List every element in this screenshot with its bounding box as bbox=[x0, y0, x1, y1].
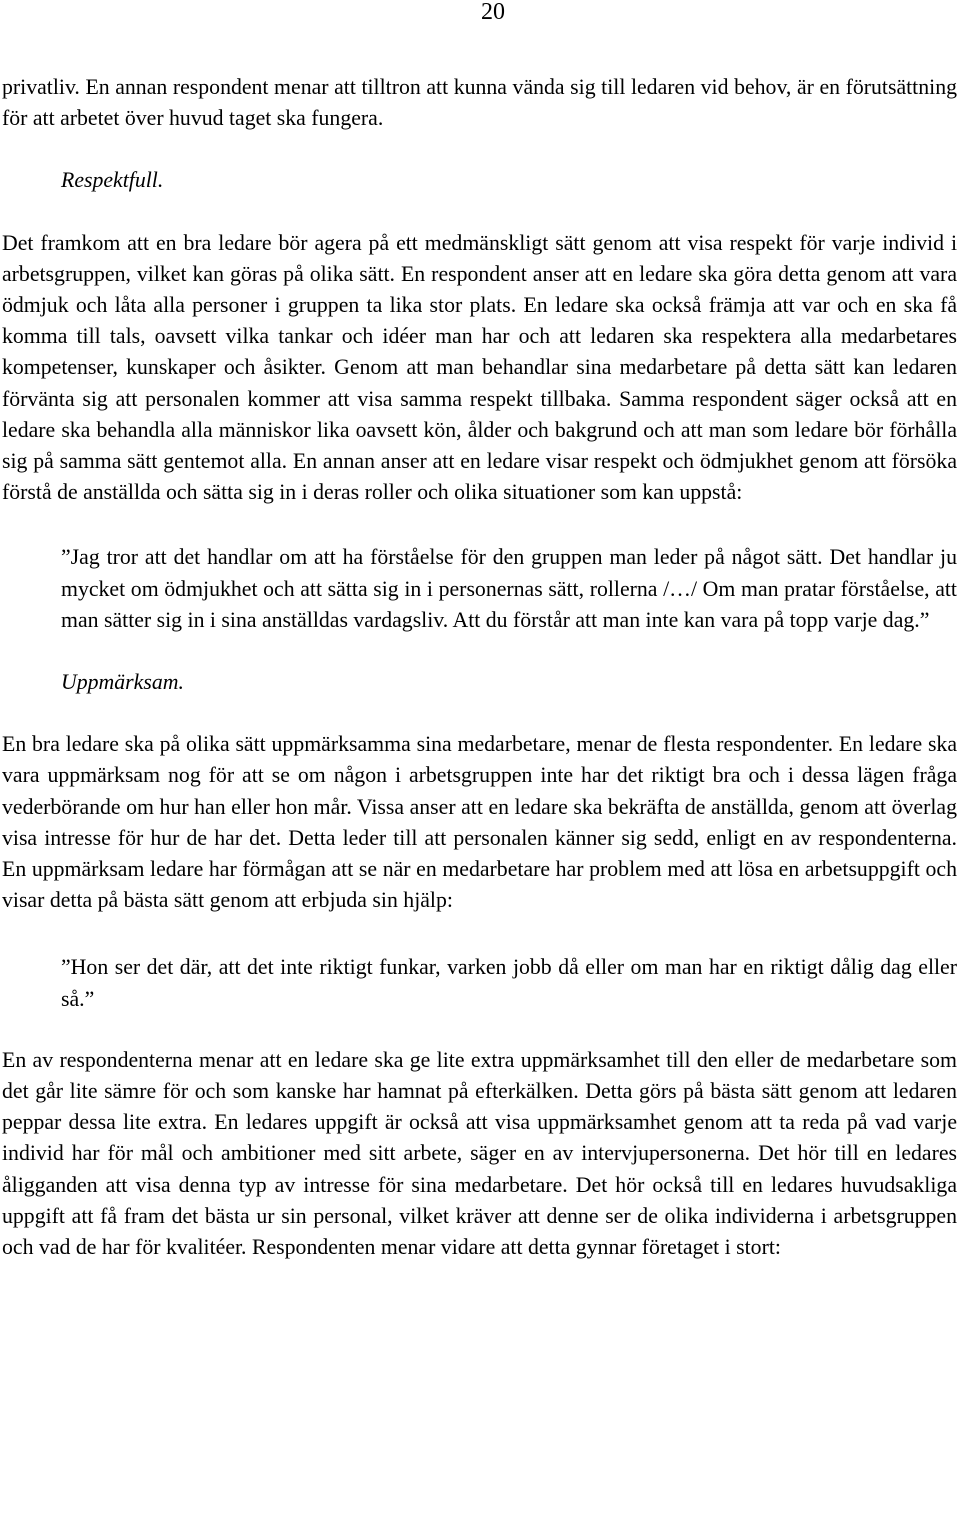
page-number: 20 bbox=[481, 0, 505, 25]
section-heading-respektfull: Respektfull. bbox=[61, 168, 164, 193]
block-quote-forstaelse: ”Jag tror att det handlar om att ha förståelse för den gruppen man leder på något sätt. Det handlar ju mycket om ödmjukhet och att sätta sig in i personernas sätt, rollerna /…/ Om man pratar förståelse, att man sätter sig in i sina anställdas vardagsliv. Att du förstår att man inte kan vara på topp varje dag.” bbox=[61, 545, 957, 632]
paragraph-respekt: Det framkom att en bra ledare bör agera på ett medmänskligt sätt genom att visa respekt för varje individ i arbetsgruppen, vilket kan göras på olika sätt. En respondent anser att en ledare ska göra detta genom att vara ödmjuk och låta alla personer i gruppen ta lika stor plats. En ledare ska också främja att var och en ska få komma till tals, oavsett vilka tankar och idéer man har och att ledaren ska respektera alla medarbetares kompetenser, kunskaper och åsikter. Genom att man behandlar sina medarbetare på detta sätt kan ledaren förvänta sig att personalen kommer att visa samma respekt tillbaka. Samma respondent säger också att en ledare ska behandla alla människor lika oavsett kön, ålder och bakgrund och att man som ledare bör förhålla sig på samma sätt gentemot alla. En annan anser att en ledare visar respekt och ödmjukhet genom att försöka förstå de anställda och sätta sig in i deras roller och olika situationer som kan uppstå: bbox=[2, 230, 957, 505]
paragraph-extra-uppmarksamhet: En av respondenterna menar att en ledare ska ge lite extra uppmärksamhet till den eller de medarbetare som det går lite sämre för och som kanske har hamnat på efterkälken. Detta görs på bästa sätt genom att ledaren peppar dessa lite extra. En ledares uppgift är också att visa uppmärksamhet genom att ta reda på vad varje individ har för mål och ambitioner med sitt arbete, säger en av intervjupersonerna. Det hör till en ledares åligganden att visa denna typ av intresse för sina medarbetare. Det hör också till en ledares huvudsakliga uppgift att få fram det bästa ur sin personal, vilket kräver att denne ser de olika individerna i arbetsgruppen och vad de har för kvalitéer. Respondenten menar vidare att detta gynnar företaget i stort: bbox=[2, 1047, 957, 1260]
paragraph-uppmarksam: En bra ledare ska på olika sätt uppmärksamma sina medarbetare, menar de flesta respondenter. En ledare ska vara uppmärksam nog för att se om någon i arbetsgruppen inte har det riktigt bra och i dessa lägen fråga vederbörande om hur han eller hon mår. Vissa anser att en ledare ska bekräfta de anställda, genom att överlag visa intresse för hur de har det. Detta leder till att personalen känner sig sedd, enligt en av respondenterna. En uppmärksam ledare har förmågan att se när en medarbetare har problem med att lösa en arbetsuppgift och visar detta på bästa sätt genom att erbjuda sin hjälp: bbox=[2, 732, 957, 913]
paragraph-privatliv: privatliv. En annan respondent menar att tilltron att kunna vända sig till ledaren vid behov, är en förutsättning för att arbetet över huvud taget ska fungera. bbox=[2, 75, 957, 131]
section-heading-uppmarksam: Uppmärksam. bbox=[61, 670, 184, 695]
document-body bbox=[2, 72, 957, 1263]
block-quote-hon-ser: ”Hon ser det där, att det inte riktigt funkar, varken jobb då eller om man har en riktigt dålig dag eller så.” bbox=[61, 955, 957, 1011]
